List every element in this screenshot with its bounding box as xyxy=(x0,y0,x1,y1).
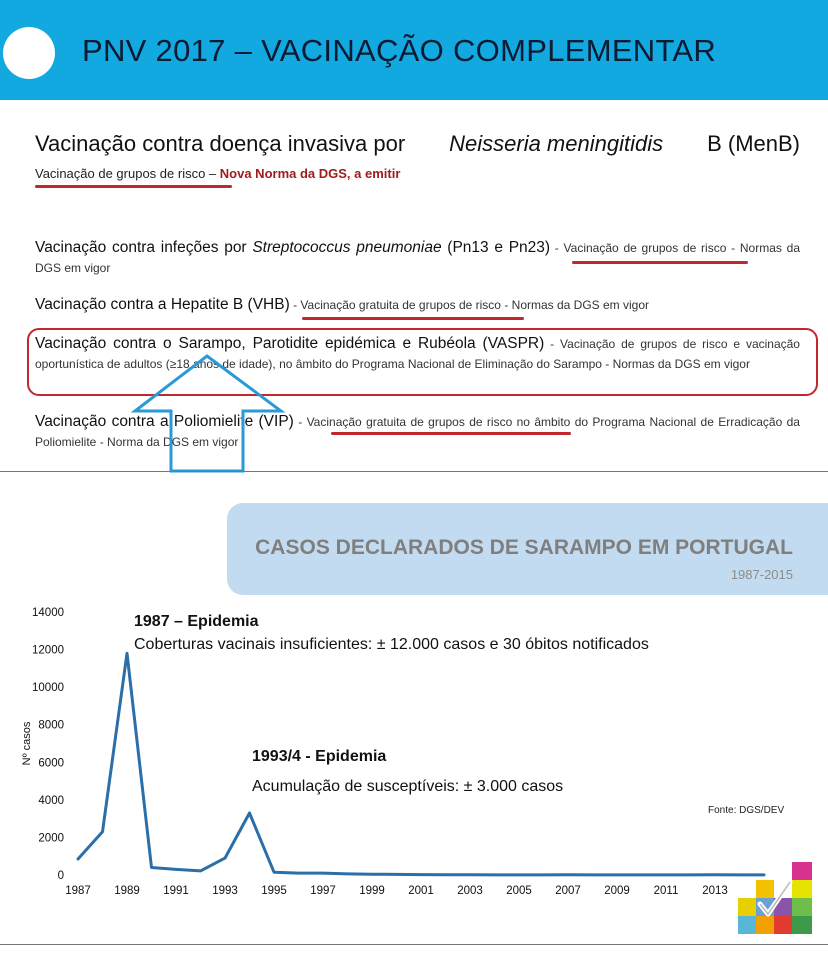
x-tick-label: 1995 xyxy=(261,885,287,897)
y-axis-label: Nº casos xyxy=(21,721,33,766)
annotation-1987-title: 1987 – Epidemia xyxy=(134,613,259,630)
y-tick-label: 0 xyxy=(57,870,64,882)
x-tick-label: 2009 xyxy=(604,885,630,897)
x-tick-label: 1993 xyxy=(212,885,238,897)
annotation-1993-text: Acumulação de susceptíveis: ± 3.000 casos xyxy=(252,778,564,795)
menb-subline xyxy=(35,166,400,181)
x-tick-label: 1997 xyxy=(310,885,336,897)
x-tick-label: 2003 xyxy=(457,885,483,897)
annotation-1993 xyxy=(252,748,386,766)
y-tick-label: 8000 xyxy=(38,719,64,732)
page-title: PNV 2017 – VACINAÇÃO COMPLEMENTAR xyxy=(82,33,717,68)
item-lead: Vacinação contra a Hepatite B (VHB) xyxy=(35,296,290,313)
chart-banner xyxy=(227,503,828,595)
menb-sub-dash: – xyxy=(205,166,220,181)
y-tick-label: 12000 xyxy=(32,644,64,657)
menb-title-italic: Neisseria meningitidis xyxy=(449,131,664,156)
y-tick-label: 10000 xyxy=(32,682,64,695)
bottom-separator xyxy=(0,944,828,945)
menb-underline xyxy=(35,185,232,188)
hepatite-underline xyxy=(302,317,524,320)
series-line xyxy=(78,653,764,875)
dgs-logo-icon xyxy=(738,862,816,940)
annotation-1993-title: 1993/4 - Epidemia xyxy=(252,748,387,765)
list-item-poliomielite: Vacinação contra a Poliomielite (VIP) - Vacinação gratuita de grupos de risco no âmbito do Programa Nacional de Erradicação da Poliomielite - Norma da DGS em vigor xyxy=(35,413,800,449)
y-tick-label: 2000 xyxy=(38,832,64,845)
menb-sub-note: Nova Norma da DGS, a emitir xyxy=(219,166,401,181)
slide-separator xyxy=(0,471,828,472)
item-lead: Vacinação contra a Poliomielite (VIP) xyxy=(35,413,294,430)
menb-sub-label: Vacinação de grupos de risco xyxy=(35,166,206,181)
item-underlined: Vacinação gratuita de grupos de risco xyxy=(300,298,501,312)
header-circle-logo xyxy=(3,27,55,79)
item-underlined: Vacinação gratuita de grupos de risco xyxy=(306,415,513,429)
x-tick-label: 2001 xyxy=(408,885,434,897)
x-tick-label: 2007 xyxy=(555,885,581,897)
menb-title-prefix: Vacinação contra doença invasiva por xyxy=(35,131,406,156)
x-tick-label: 1989 xyxy=(114,885,140,897)
item-underlined: Vacinação de grupos de risco xyxy=(563,241,727,255)
chart-subtitle: 1987-2015 xyxy=(730,567,793,582)
pneumoniae-underline xyxy=(572,261,748,264)
item-rest: Vacinação de grupos de risco e vacinação oportunística de adultos (≥18 anos de idade), no âmbito do Programa Nacional de Eliminação do Sarampo - Normas da DGS em vigor xyxy=(35,337,800,371)
x-tick-label: 1987 xyxy=(65,885,91,897)
x-tick-label: 2011 xyxy=(653,885,679,897)
y-tick-label: 14000 xyxy=(32,607,64,619)
list-item-hepatite-b: Vacinação contra a Hepatite B (VHB) - Vacinação gratuita de grupos de risco - Normas da DGS em vigor xyxy=(35,296,650,313)
x-tick-label: 2013 xyxy=(702,885,728,897)
menb-title-suffix: B (MenB) xyxy=(707,131,800,156)
list-item-pneumoniae: Vacinação contra infeções por Streptococcus pneumoniae (Pn13 e Pn23) - Vacinação de grupos de risco - Normas da DGS em vigor xyxy=(35,239,800,275)
menb-title xyxy=(35,131,800,157)
annotation-1987 xyxy=(134,613,259,631)
y-tick-label: 4000 xyxy=(38,794,64,807)
annotation-1987-text: Coberturas vacinais insuficientes: ± 12.000 casos e 30 óbitos notificados xyxy=(134,636,649,653)
x-tick-label: 2005 xyxy=(506,885,532,897)
source-note: Fonte: DGS/DEV xyxy=(708,805,785,816)
y-tick-label: 6000 xyxy=(38,757,64,770)
poliomielite-underline xyxy=(331,432,571,435)
item-lead: Vacinação contra infeções por Streptococcus pneumoniae (Pn13 e Pn23) xyxy=(35,239,551,256)
chart-title: CASOS DECLARADOS DE SARAMPO EM PORTUGAL xyxy=(255,536,793,559)
header-bar xyxy=(0,0,828,100)
x-tick-label: 1999 xyxy=(359,885,385,897)
list-item-vaspr: Vacinação contra o Sarampo, Parotidite epidémica e Rubéola (VASPR) - Vacinação de grupos de risco e vacinação oportunística de adultos (≥18 anos de idade), no âmbito do Programa Nacional de Eliminação do Sarampo - Normas da DGS em vigor xyxy=(35,335,800,371)
item-lead: Vacinação contra o Sarampo, Parotidite epidémica e Rubéola (VASPR) xyxy=(35,335,545,352)
x-tick-label: 1991 xyxy=(163,885,189,897)
